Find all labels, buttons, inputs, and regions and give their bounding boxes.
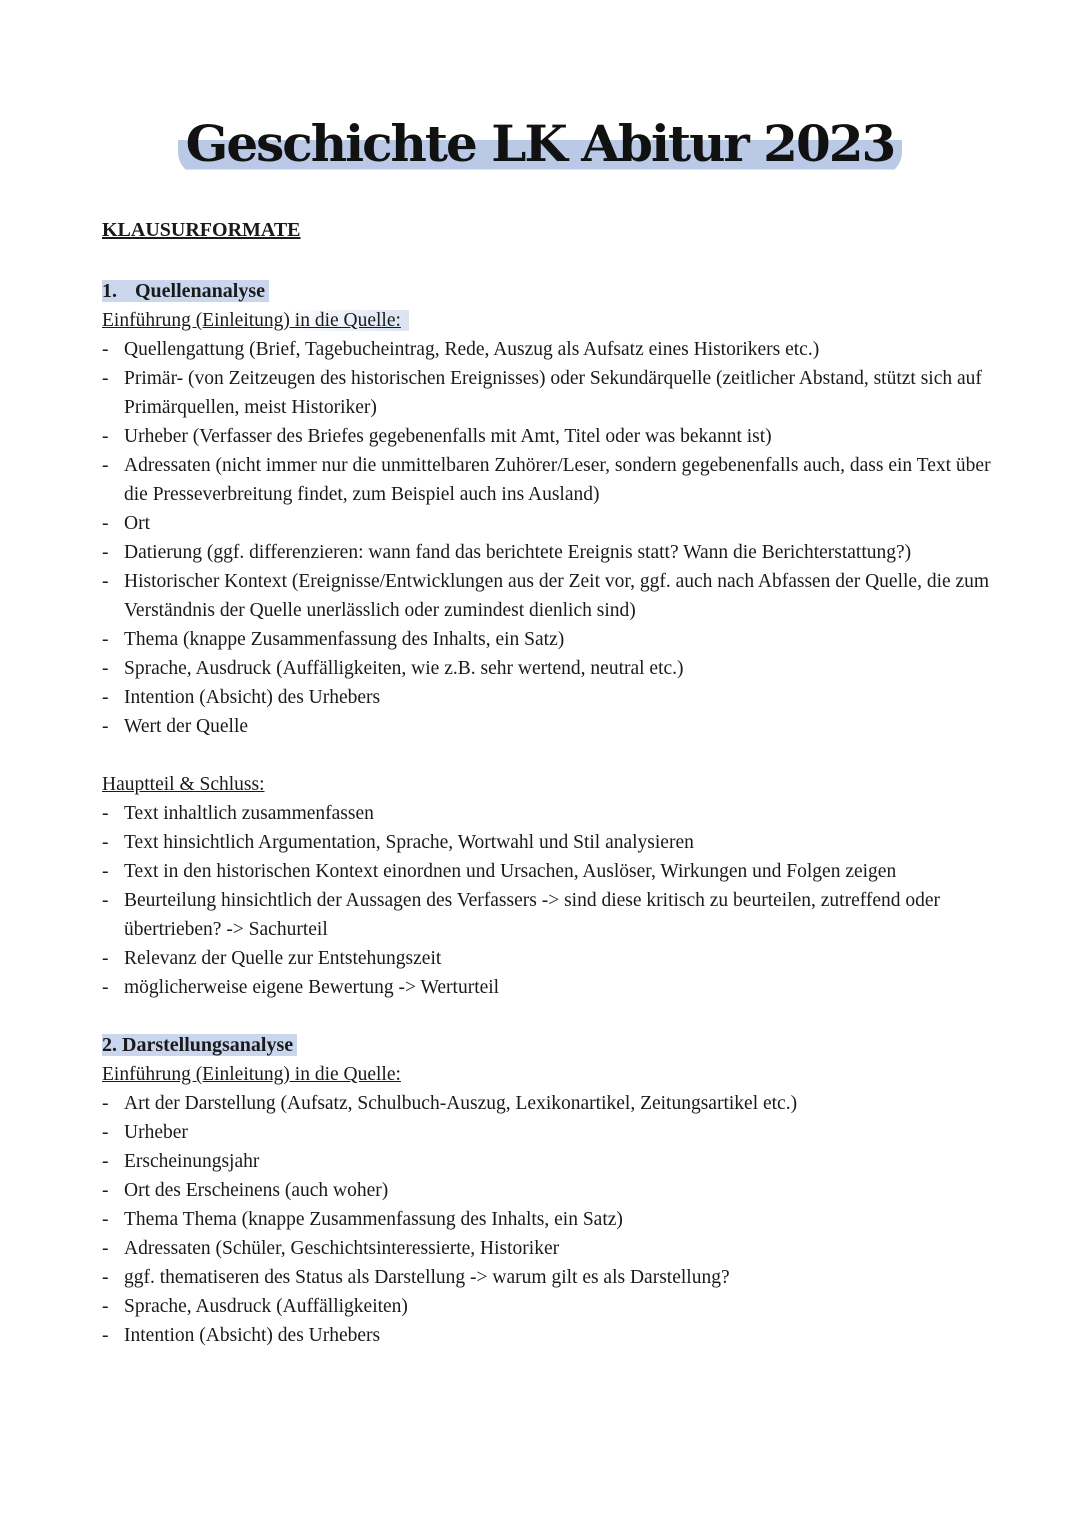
list-item: - Historischer Kontext (Ereignisse/Entwicklungen aus der Zeit vor, ggf. auch nach Abfassen der Quelle, die zum Verständnis der Quelle unerlässlich oder zumindest dienlich sind) [102, 567, 1002, 625]
list-item: - Intention (Absicht) des Urhebers [102, 1321, 1002, 1350]
page-title: Geschichte LK Abitur 2023 [178, 112, 903, 176]
list-item: - Quellengattung (Brief, Tagebucheintrag, Rede, Auszug als Aufsatz eines Historikers etc.) [102, 335, 1002, 364]
list-item: - Wert der Quelle [102, 712, 1002, 741]
list-item: - Sprache, Ausdruck (Auffälligkeiten) [102, 1292, 1002, 1321]
section-1-main-heading: Hauptteil & Schluss: [102, 774, 265, 795]
list-item: - Text inhaltlich zusammenfassen [102, 799, 1002, 828]
list-item: - Adressaten (Schüler, Geschichtsinteressierte, Historiker [102, 1234, 1002, 1263]
section-1-main-list [102, 799, 1002, 1002]
section-1-title-highlight [102, 280, 269, 302]
list-item: - Beurteilung hinsichtlich der Aussagen des Verfassers -> sind diese kritisch zu beurteilen, zutreffend oder übertrieben? -> Sachurteil [102, 886, 1002, 944]
section-1-intro-list [102, 335, 1002, 741]
list-item: - Intention (Absicht) des Urhebers [102, 683, 1002, 712]
section-1-heading [102, 277, 1002, 306]
section-2-intro-list [102, 1089, 1002, 1350]
section-1-title: Quellenanalyse [135, 280, 266, 302]
spacer [102, 1002, 1002, 1031]
list-item: - Erscheinungsjahr [102, 1147, 1002, 1176]
list-item: - Ort des Erscheinens (auch woher) [102, 1176, 1002, 1205]
list-item: - Relevanz der Quelle zur Entstehungszeit [102, 944, 1002, 973]
title-wrapper [0, 112, 1080, 176]
list-item: - Primär- (von Zeitzeugen des historischen Ereignisses) oder Sekundärquelle (zeitlicher Abstand, stützt sich auf Primärquellen, meist Historiker) [102, 364, 1002, 422]
section-2-intro-heading: Einführung (Einleitung) in die Quelle: [102, 1064, 401, 1085]
list-item: - Adressaten (nicht immer nur die unmittelbaren Zuhörer/Leser, sondern gegebenenfalls auch, dass ein Text über die Presseverbreitung findet, zum Beispiel auch ins Ausland) [102, 451, 1002, 509]
main-heading: KLAUSURFORMATE [102, 219, 301, 241]
section-2-title: 2. Darstellungsanalyse [102, 1034, 297, 1056]
list-item: - Text hinsichtlich Argumentation, Sprache, Wortwahl und Stil analysieren [102, 828, 1002, 857]
list-item: - Urheber (Verfasser des Briefes gegebenenfalls mit Amt, Titel oder was bekannt ist) [102, 422, 1002, 451]
list-item: - Datierung (ggf. differenzieren: wann fand das berichtete Ereignis statt? Wann die Berichterstattung?) [102, 538, 1002, 567]
list-item: - Thema Thema (knappe Zusammenfassung des Inhalts, ein Satz) [102, 1205, 1002, 1234]
section-1-intro-heading-text: Einführung (Einleitung) in die Quelle: [102, 310, 409, 331]
list-item: - Text in den historischen Kontext einordnen und Ursachen, Auslöser, Wirkungen und Folgen zeigen [102, 857, 1002, 886]
spacer [102, 741, 1002, 770]
list-item: - Ort [102, 509, 1002, 538]
list-item: - Sprache, Ausdruck (Auffälligkeiten, wie z.B. sehr wertend, neutral etc.) [102, 654, 1002, 683]
document-body [102, 214, 1002, 1350]
section-2-heading [102, 1031, 1002, 1060]
section-1-intro-heading [102, 306, 1002, 335]
list-item: - Art der Darstellung (Aufsatz, Schulbuch-Auszug, Lexikonartikel, Zeitungsartikel etc.) [102, 1089, 1002, 1118]
list-item: - ggf. thematiseren des Status als Darstellung -> warum gilt es als Darstellung? [102, 1263, 1002, 1292]
list-item: - Thema (knappe Zusammenfassung des Inhalts, ein Satz) [102, 625, 1002, 654]
list-item: - möglicherweise eigene Bewertung -> Werturteil [102, 973, 1002, 1002]
section-1-number: 1. [102, 280, 117, 302]
list-item: - Urheber [102, 1118, 1002, 1147]
